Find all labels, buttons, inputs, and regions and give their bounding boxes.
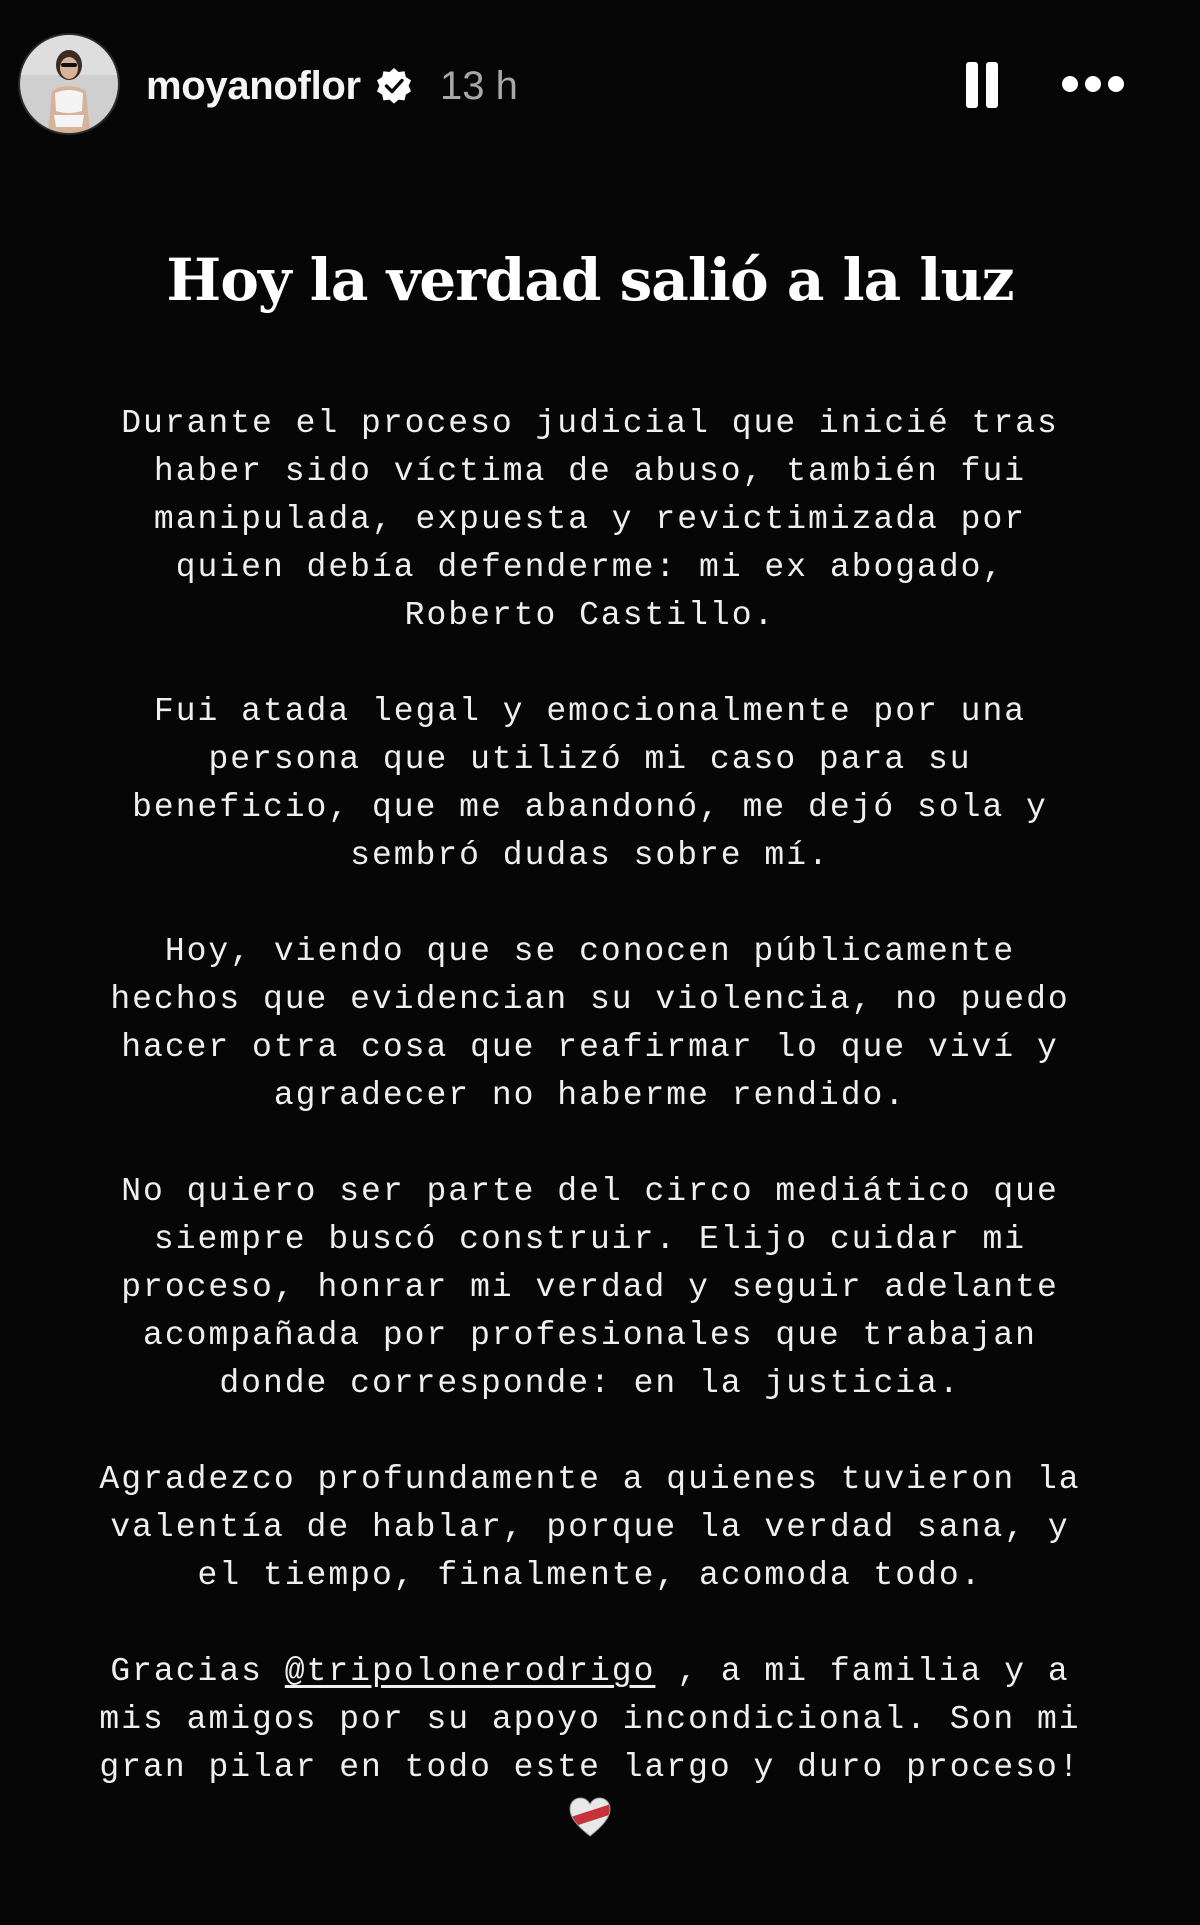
message-paragraph xyxy=(70,1168,1110,1408)
pause-button[interactable] xyxy=(960,58,1004,114)
message-line: siempre buscó construir. Elijo cuidar mi xyxy=(153,1221,1027,1258)
story-header xyxy=(0,0,1200,170)
message-paragraph xyxy=(70,1456,1110,1600)
message-line: Hoy, viendo que se conocen públicamente xyxy=(164,933,1016,970)
more-options-button[interactable] xyxy=(1058,64,1128,104)
heart-icon xyxy=(70,1796,1110,1844)
message-paragraphs xyxy=(70,400,1110,1600)
message-line: manipulada, expuesta y revictimizada por xyxy=(153,501,1027,538)
mention-link[interactable]: @tripolonerodrigo xyxy=(284,1653,656,1690)
message-line: Agradezco profundamente a quienes tuvieron la xyxy=(99,1461,1081,1498)
message-line: persona que utilizó mi caso para su xyxy=(208,741,972,778)
username[interactable]: moyanoflor xyxy=(146,64,361,108)
message-line: hechos que evidencian su violencia, no puedo xyxy=(110,981,1070,1018)
closing-paragraph xyxy=(70,1648,1110,1844)
message-paragraph xyxy=(70,400,1110,640)
avatar[interactable] xyxy=(20,35,118,133)
message-line: No quiero ser parte del circo mediático que xyxy=(121,1173,1059,1210)
message-line: hacer otra cosa que reafirmar lo que viví y xyxy=(121,1029,1059,1066)
closing-prefix: Gracias xyxy=(110,1653,285,1690)
verified-badge-icon xyxy=(374,66,414,106)
message-line: acompañada por profesionales que trabajan xyxy=(143,1317,1037,1354)
avatar-photo-icon xyxy=(20,35,118,133)
closing-first-line xyxy=(70,1648,1110,1696)
message-line: beneficio, que me abandonó, me dejó sola y xyxy=(132,789,1048,826)
message-line: Roberto Castillo. xyxy=(404,597,776,634)
closing-line: mis amigos por su apoyo incondicional. Son mi xyxy=(99,1701,1081,1738)
message-line: sembró dudas sobre mí. xyxy=(350,837,830,874)
message-line: Fui atada legal y emocionalmente por una xyxy=(153,693,1027,730)
message-line: donde corresponde: en la justicia. xyxy=(219,1365,961,1402)
message-line: Durante el proceso judicial que inicié tras xyxy=(121,405,1059,442)
message-line: el tiempo, finalmente, acomoda todo. xyxy=(197,1557,983,1594)
message-paragraph xyxy=(70,928,1110,1120)
message-line: proceso, honrar mi verdad y seguir adelante xyxy=(121,1269,1059,1306)
closing-line: gran pilar en todo este largo y duro proceso! xyxy=(99,1749,1081,1786)
message-line: haber sido víctima de abuso, también fui xyxy=(153,453,1027,490)
story-title: Hoy la verdad salió a la luz xyxy=(166,246,1014,314)
story-message xyxy=(70,400,1110,1892)
message-line: quien debía defenderme: mi ex abogado, xyxy=(175,549,1005,586)
message-paragraph xyxy=(70,688,1110,880)
message-line: agradecer no haberme rendido. xyxy=(273,1077,907,1114)
closing-suffix: , a mi familia y a xyxy=(655,1653,1070,1690)
post-time: 13 h xyxy=(440,64,518,108)
message-line: valentía de hablar, porque la verdad sana, y xyxy=(110,1509,1070,1546)
